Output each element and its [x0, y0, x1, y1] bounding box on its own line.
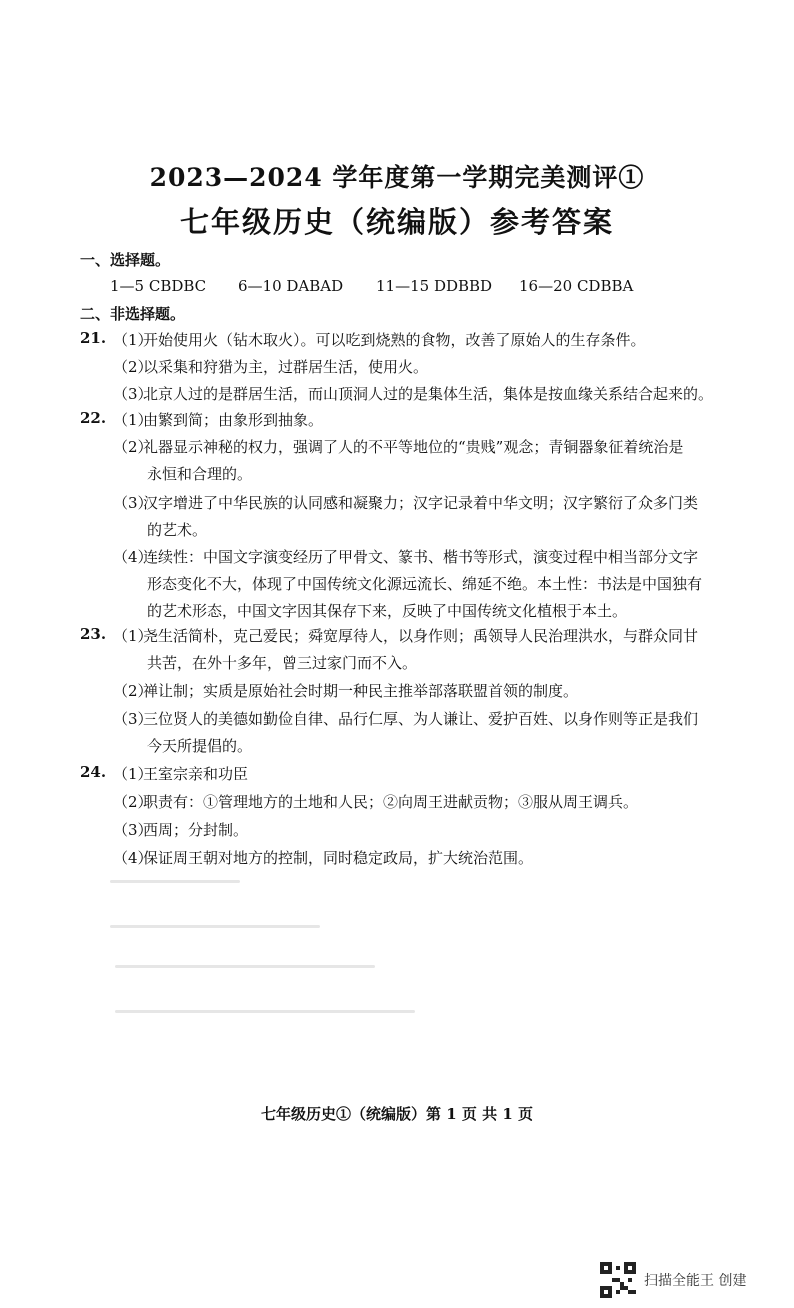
answer-24-1: （1）王室宗亲和功臣: [113, 765, 249, 783]
answer-23-1: （1）尧生活简朴，克己爱民；舜宽厚待人，以身作则；禹领导人民治理洪水，与群众同甘 共苦，在外十多年，曾三过家门而不入。: [113, 627, 699, 672]
document-title: 2023—2024 学年度第一学期完美测评①: [149, 163, 645, 192]
qr-code-icon: [600, 1262, 636, 1298]
scan-bleed-mark: [115, 965, 375, 968]
scan-bleed-mark: [110, 880, 240, 883]
question-number: 24.: [80, 763, 107, 781]
answer-22-3: （3）汉字增进了中华民族的认同感和凝聚力；汉字记录着中华文明；汉字繁衍了众多门类 的艺术。: [113, 494, 699, 539]
answer-21-2: （2）以采集和狩猎为主，过群居生活，使用火。: [113, 358, 429, 376]
answer-23-3: （3）三位贤人的美德如勤俭自律、品行仁厚、为人谦让、爱护百姓、以身作则等正是我们 今天所提倡的。: [113, 710, 699, 755]
choice-group-1: 1—5 CBDBC: [110, 277, 207, 295]
scanner-watermark-text: 扫描全能王 创建: [644, 1273, 747, 1289]
question-number: 23.: [80, 625, 107, 643]
choice-group-4: 16—20 CDBBA: [519, 277, 634, 295]
answer-24-2: （2）职责有：①管理地方的土地和人民；②向周王进献贡物；③服从周王调兵。: [113, 793, 639, 811]
page-footer: 七年级历史①（统编版）第 1 页 共 1 页: [261, 1105, 533, 1123]
scan-bleed-mark: [115, 1010, 415, 1013]
answer-21-1: （1）开始使用火（钻木取火）。可以吃到烧熟的食物，改善了原始人的生存条件。: [113, 331, 646, 349]
answer-24-4: （4）保证周王朝对地方的控制，同时稳定政局，扩大统治范围。: [113, 849, 534, 867]
choice-group-3: 11—15 DDBBD: [376, 277, 493, 295]
section-heading-nonchoice: 二、非选择题。: [80, 305, 186, 323]
section-heading-choice: 一、选择题。: [80, 251, 171, 269]
document-subtitle: 七年级历史（统编版）参考答案: [179, 205, 614, 239]
question-number: 22.: [80, 409, 107, 427]
choice-answers: [110, 277, 670, 295]
answer-23-2: （2）禅让制；实质是原始社会时期一种民主推举部落联盟首领的制度。: [113, 682, 579, 700]
answer-22-2: （2）礼器显示神秘的权力，强调了人的不平等地位的“贵贱”观念；青铜器象征着统治是 永恒和合理的。: [113, 438, 684, 483]
choice-group-2: 6—10 DABAD: [238, 277, 344, 295]
answer-22-1: （1）由繁到简；由象形到抽象。: [113, 411, 324, 429]
scan-bleed-mark: [110, 925, 320, 928]
answer-21-3: （3）北京人过的是群居生活，而山顶洞人过的是集体生活，集体是按血缘关系结合起来的。: [113, 385, 714, 403]
scanner-watermark: [600, 1262, 746, 1298]
question-number: 21.: [80, 329, 107, 347]
answer-22-4: （4）连续性：中国文字演变经历了甲骨文、篆书、楷书等形式，演变过程中相当部分文字 形态变化不大，体现了中国传统文化源远流长、绵延不绝。本土性：书法是中国独有 的艺术形态，中国文字因其保存下来，反映了中国传统文化植根于本土。: [113, 548, 703, 620]
answer-24-3: （3）西周；分封制。: [113, 821, 249, 839]
